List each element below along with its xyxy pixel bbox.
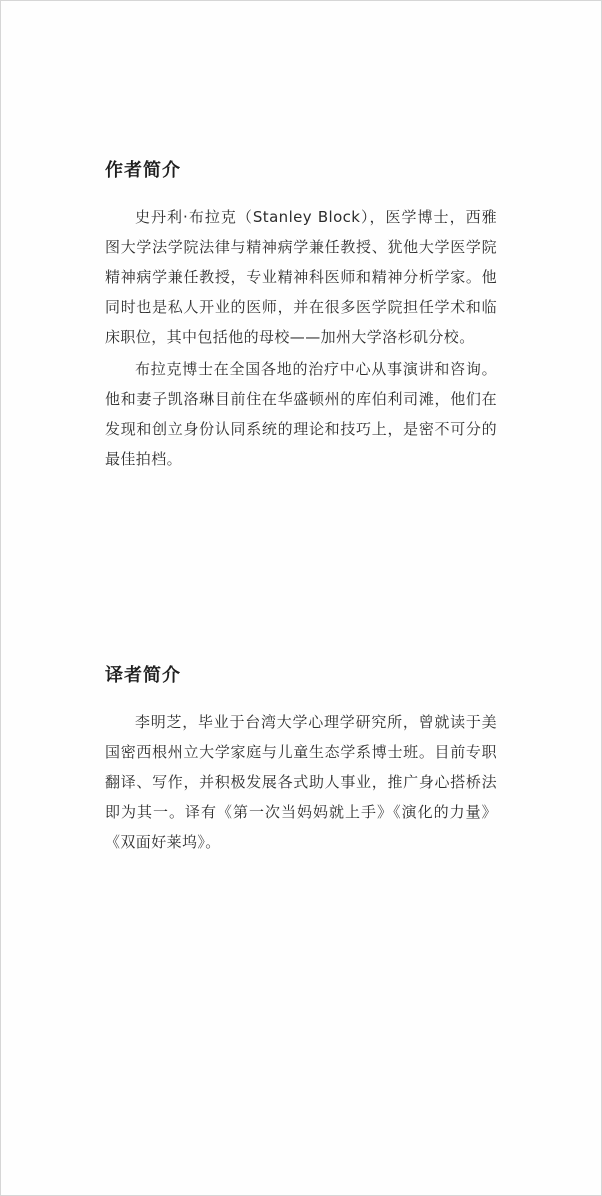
translator-bio-heading: 译者简介 — [105, 665, 181, 686]
author-bio-paragraph-2: 布拉克博士在全国各地的治疗中心从事演讲和咨询。他和妻子凯洛琳目前住在华盛顿州的库伯利司滩，他们在发现和创立身份认同系统的理论和技巧上，是密不可分的最佳拍档。 — [105, 360, 497, 468]
author-bio-heading: 作者简介 — [105, 160, 181, 181]
translator-bio-paragraph-1: 李明芝，毕业于台湾大学心理学研究所，曾就读于美国密西根州立大学家庭与儿童生态学系博士班。目前专职翻译、写作，并积极发展各式助人事业，推广身心搭桥法即为其一。译有《第一次当妈妈就上手》《演化的力量》《双面好莱坞》。 — [105, 713, 497, 851]
author-bio-section — [105, 159, 497, 476]
author-bio-paragraph-1: 史丹利·布拉克（Stanley Block），医学博士，西雅图大学法学院法律与精神病学兼任教授、犹他大学医学院精神病学兼任教授，专业精神科医师和精神分析学家。他同时也是私人开业的医师，并在很多医学院担任学术和临床职位，其中包括他的母校——加州大学洛杉矶分校。 — [105, 208, 497, 346]
translator-bio-section — [105, 664, 497, 859]
